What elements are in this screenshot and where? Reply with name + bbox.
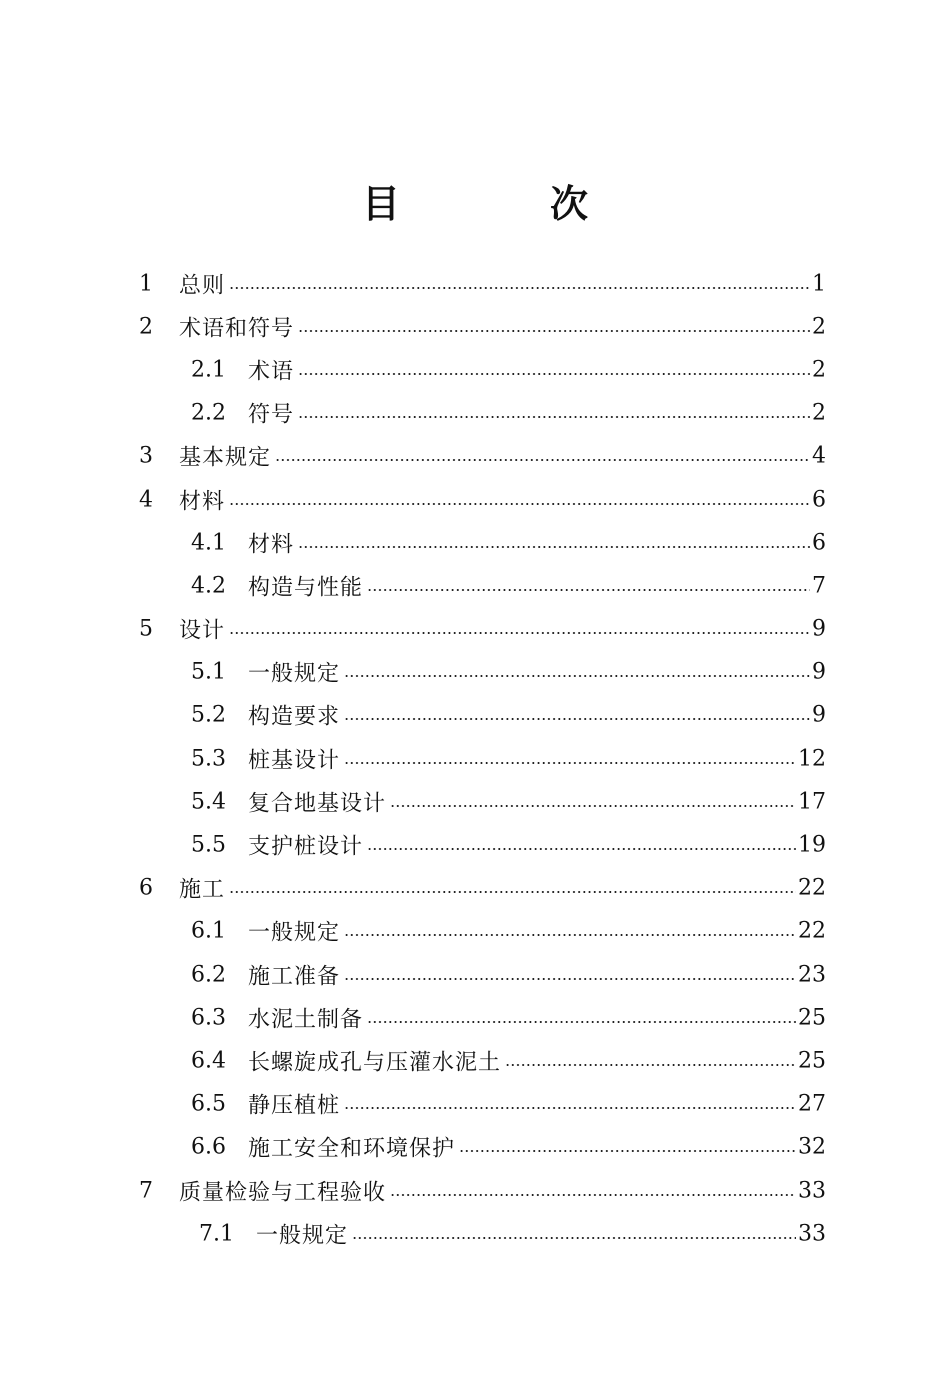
toc-entry[interactable] bbox=[0, 392, 950, 435]
toc-entry-number: 5.2 bbox=[191, 702, 226, 728]
toc-leader-dots bbox=[229, 632, 810, 634]
toc-leader-dots bbox=[298, 546, 810, 548]
toc-entry-page: 22 bbox=[798, 875, 826, 901]
toc-entry[interactable] bbox=[0, 780, 950, 823]
toc-entry-number: 4.1 bbox=[191, 530, 226, 556]
toc-entry-page: 6 bbox=[812, 530, 826, 556]
toc-entry-number: 1 bbox=[139, 271, 153, 297]
toc-entry[interactable] bbox=[0, 996, 950, 1039]
toc-entry-number: 5.4 bbox=[191, 789, 226, 815]
toc-entry-number: 6 bbox=[139, 875, 153, 901]
toc-entry-label: 一般规定 bbox=[248, 661, 341, 687]
toc-entry-label: 构造与性能 bbox=[248, 575, 364, 601]
toc-entry-page: 9 bbox=[812, 702, 826, 728]
toc-entry-page: 2 bbox=[812, 357, 826, 383]
toc-entry-label: 复合地基设计 bbox=[248, 791, 387, 817]
toc-entry-label: 基本规定 bbox=[179, 445, 272, 471]
toc-entry-page: 33 bbox=[798, 1221, 826, 1247]
toc-entry-label: 水泥土制备 bbox=[248, 1007, 364, 1033]
toc-leader-dots bbox=[275, 459, 810, 461]
toc-leader-dots bbox=[344, 718, 810, 720]
toc-entry-page: 4 bbox=[812, 443, 826, 469]
toc-entry-page: 9 bbox=[812, 616, 826, 642]
toc-leader-dots bbox=[229, 891, 796, 893]
toc-entry-number: 6.5 bbox=[191, 1091, 226, 1117]
toc-leader-dots bbox=[367, 589, 810, 591]
toc-entry-label: 总则 bbox=[179, 273, 226, 299]
toc-leader-dots bbox=[367, 848, 796, 850]
toc-entry[interactable] bbox=[0, 910, 950, 953]
toc-entry-number: 6.4 bbox=[191, 1048, 226, 1074]
toc-leader-dots bbox=[390, 805, 796, 807]
toc-entry-page: 27 bbox=[798, 1091, 826, 1117]
toc-leader-dots bbox=[344, 762, 796, 764]
toc-entry-page: 9 bbox=[812, 659, 826, 685]
toc-entry-number: 4 bbox=[139, 487, 153, 513]
toc-entry-number: 6.6 bbox=[191, 1134, 226, 1160]
toc-entry-label: 施工 bbox=[179, 877, 226, 903]
toc-entry[interactable] bbox=[0, 737, 950, 780]
toc-leader-dots bbox=[390, 1194, 796, 1196]
toc-entry-label: 长螺旋成孔与压灌水泥土 bbox=[248, 1050, 502, 1076]
toc-entry[interactable] bbox=[0, 1212, 950, 1255]
toc-entry-label: 质量检验与工程验收 bbox=[179, 1180, 387, 1206]
toc-entry[interactable] bbox=[0, 953, 950, 996]
toc-entry[interactable] bbox=[0, 823, 950, 866]
toc-entry[interactable] bbox=[0, 435, 950, 478]
toc-entry-number: 7.1 bbox=[199, 1221, 234, 1247]
toc-leader-dots bbox=[344, 1107, 796, 1109]
toc-entry-number: 6.3 bbox=[191, 1005, 226, 1031]
toc-entry-page: 19 bbox=[798, 832, 826, 858]
toc-leader-dots bbox=[229, 287, 810, 289]
toc-entry[interactable] bbox=[0, 1039, 950, 1082]
toc-entry[interactable] bbox=[0, 521, 950, 564]
toc-entry-label: 术语和符号 bbox=[179, 316, 295, 342]
toc-entry-label: 符号 bbox=[248, 402, 295, 428]
toc-entry-page: 12 bbox=[798, 746, 826, 772]
toc-leader-dots bbox=[505, 1064, 796, 1066]
toc-entry-page: 25 bbox=[798, 1005, 826, 1031]
toc-entry[interactable] bbox=[0, 1083, 950, 1126]
toc-entry-number: 5 bbox=[139, 616, 153, 642]
toc-leader-dots bbox=[367, 1021, 796, 1023]
toc-entry-page: 17 bbox=[798, 789, 826, 815]
toc-entry-label: 一般规定 bbox=[256, 1223, 349, 1249]
toc-entry-label: 一般规定 bbox=[248, 920, 341, 946]
toc-entry-page: 1 bbox=[812, 271, 826, 297]
toc-entry-label: 材料 bbox=[179, 489, 226, 515]
toc-entry[interactable] bbox=[0, 305, 950, 348]
table-of-contents bbox=[0, 262, 950, 1255]
toc-entry-number: 6.1 bbox=[191, 918, 226, 944]
toc-entry-number: 5.3 bbox=[191, 746, 226, 772]
toc-entry-number: 7 bbox=[139, 1178, 153, 1204]
toc-entry-page: 2 bbox=[812, 314, 826, 340]
toc-entry-page: 25 bbox=[798, 1048, 826, 1074]
toc-entry-label: 术语 bbox=[248, 359, 295, 385]
toc-entry-page: 23 bbox=[798, 962, 826, 988]
toc-entry[interactable] bbox=[0, 608, 950, 651]
toc-entry-number: 2 bbox=[139, 314, 153, 340]
toc-entry-number: 2.2 bbox=[191, 400, 226, 426]
toc-leader-dots bbox=[344, 978, 796, 980]
toc-entry-number: 5.1 bbox=[191, 659, 226, 685]
toc-leader-dots bbox=[344, 934, 796, 936]
toc-entry-label: 构造要求 bbox=[248, 704, 341, 730]
toc-entry-label: 设计 bbox=[179, 618, 226, 644]
toc-entry-number: 2.1 bbox=[191, 357, 226, 383]
toc-entry-label: 施工安全和环境保护 bbox=[248, 1136, 456, 1162]
toc-entry-label: 施工准备 bbox=[248, 964, 341, 990]
toc-entry-number: 6.2 bbox=[191, 962, 226, 988]
toc-entry-page: 6 bbox=[812, 487, 826, 513]
toc-leader-dots bbox=[352, 1237, 796, 1239]
toc-entry-page: 32 bbox=[798, 1134, 826, 1160]
page-title: 目 次 bbox=[361, 181, 644, 226]
toc-entry-label: 支护桩设计 bbox=[248, 834, 364, 860]
toc-entry[interactable] bbox=[0, 1169, 950, 1212]
toc-leader-dots bbox=[298, 330, 810, 332]
toc-entry-page: 33 bbox=[798, 1178, 826, 1204]
toc-entry-label: 静压植桩 bbox=[248, 1093, 341, 1119]
toc-entry-page: 22 bbox=[798, 918, 826, 944]
toc-entry[interactable] bbox=[0, 348, 950, 391]
toc-entry-number: 5.5 bbox=[191, 832, 226, 858]
toc-entry-number: 3 bbox=[139, 443, 153, 469]
toc-entry-page: 7 bbox=[812, 573, 826, 599]
toc-leader-dots bbox=[344, 675, 810, 677]
toc-entry-label: 桩基设计 bbox=[248, 748, 341, 774]
toc-leader-dots bbox=[459, 1150, 796, 1152]
toc-leader-dots bbox=[229, 503, 810, 505]
toc-entry[interactable] bbox=[0, 694, 950, 737]
toc-entry-label: 材料 bbox=[248, 532, 295, 558]
toc-entry-page: 2 bbox=[812, 400, 826, 426]
toc-entry[interactable] bbox=[0, 651, 950, 694]
toc-entry[interactable] bbox=[0, 262, 950, 305]
toc-entry[interactable] bbox=[0, 478, 950, 521]
toc-leader-dots bbox=[298, 373, 810, 375]
toc-entry[interactable] bbox=[0, 1126, 950, 1169]
toc-entry-number: 4.2 bbox=[191, 573, 226, 599]
toc-entry[interactable] bbox=[0, 564, 950, 607]
toc-leader-dots bbox=[298, 416, 810, 418]
toc-entry[interactable] bbox=[0, 867, 950, 910]
